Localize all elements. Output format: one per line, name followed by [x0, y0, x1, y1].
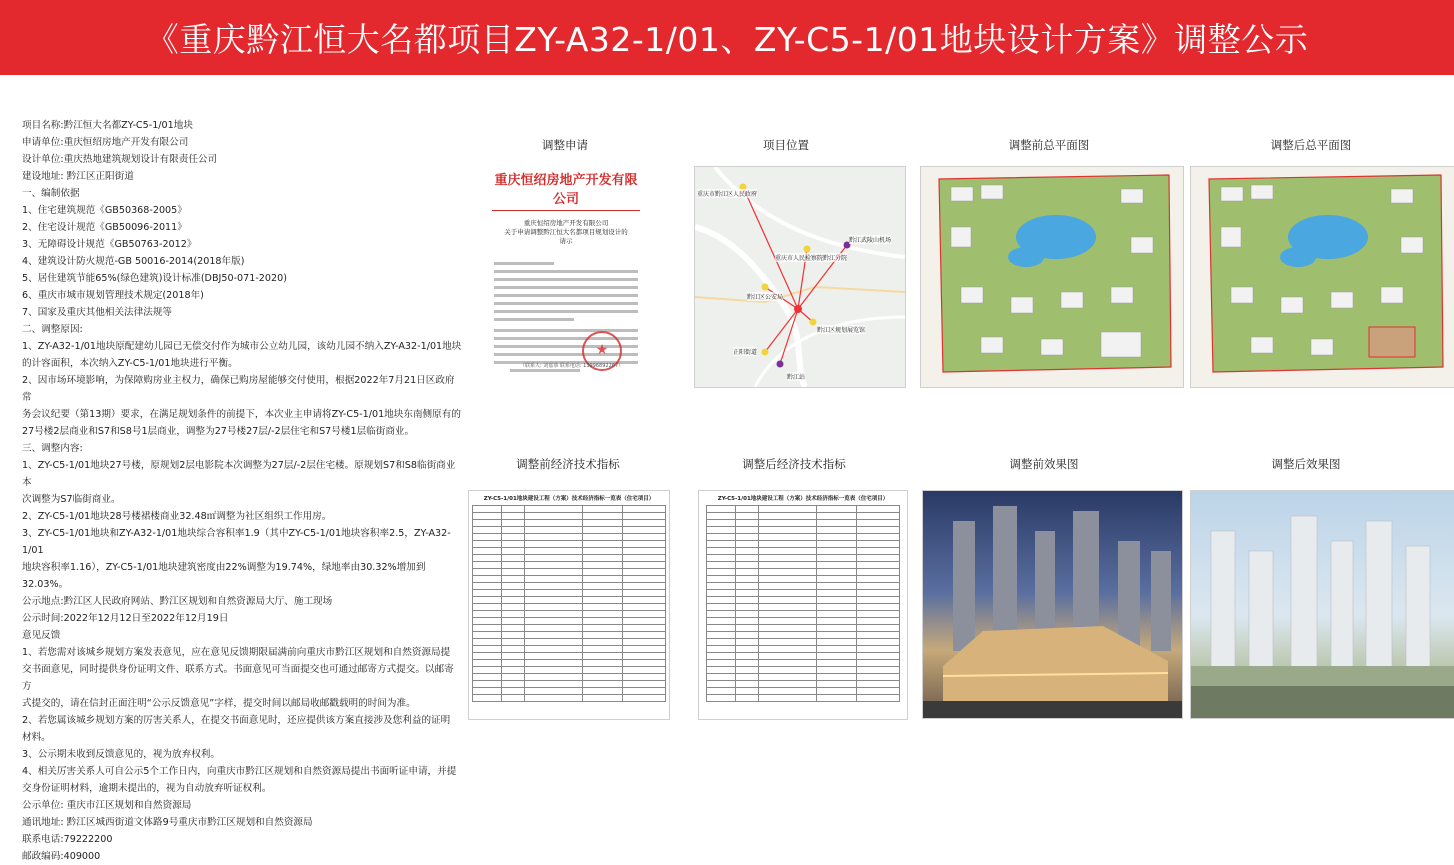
notice-line: 7、国家及重庆其他相关法律法规等: [22, 307, 173, 318]
notice-line: 公示时间:2022年12月12日至2022年12月19日: [22, 613, 229, 624]
notice-line: 交身份证明材料，逾期未提出的，视为自动放弃听证权利。: [22, 783, 272, 794]
letter-heading-2: 关于申请调整黔江恒大名都项目规划设计的: [504, 228, 628, 236]
letter-contact: （联系人: 刘嘉恭 联系电话: 13996892267）: [520, 363, 624, 369]
caption-before-plan: 调整前总平面图: [1008, 138, 1090, 152]
map-label-airport: 黔江武陵山机场: [849, 237, 892, 244]
notice-line: 2、ZY-C5-1/01地块28号楼裙楼商业32.48㎡调整为社区组织工作用房。: [22, 511, 332, 522]
notice-line: 1、若您需对该城乡规划方案发表意见，应在意见反馈期限届满前向重庆市黔江区规划和自然资源局提: [22, 647, 451, 658]
map-label-zhengyang: 正阳街道: [733, 349, 758, 356]
notice-line: 公示地点:黔江区人民政府网站、黔江区规划和自然资源局大厅、施工现场: [22, 596, 333, 607]
notice-line: 2、若您属该城乡规划方案的厉害关系人，在提交书面意见时，还应提供该方案直接涉及您利益的证明: [22, 715, 451, 726]
map-label-station: 黔江站: [787, 374, 806, 381]
after-table-grid: [706, 505, 900, 702]
after-rendering-image: [1190, 490, 1454, 719]
notice-line: 意见反馈: [22, 630, 61, 641]
after-site-plan: [1190, 166, 1454, 388]
map-label-police: 黔江区公安局: [747, 294, 784, 301]
letter-heading-1: 重庆恒绍房地产开发有限公司: [523, 219, 609, 227]
notice-line: 3、ZY-C5-1/01地块和ZY-A32-1/01地块综合容积率1.9（其中ZY-C5-1/01地块容积率2.5，ZY-A32-1/01: [22, 528, 451, 556]
notice-line: 三、调整内容:: [22, 443, 83, 454]
after-indicator-table: [698, 490, 908, 720]
notice-line: 地块容积率1.16），ZY-C5-1/01地块建筑密度由22%调整为19.74%，绿地率由30.32%增加到32.03%。: [22, 562, 426, 590]
caption-after-indicators: 调整后经济技术指标: [742, 457, 846, 471]
notice-line: 27号楼2层商业和S7和S8号1层商业，调整为27号楼27层/-2层住宅和S7号楼1层临街商业。: [22, 426, 415, 437]
map-roads: [695, 167, 905, 387]
notice-line: 公示单位: 重庆市江区规划和自然资源局: [22, 800, 192, 811]
notice-line: 2、因市场环境影响，为保障购房业主权力，确保已购房屋能够交付使用，根据2022年7月21日区政府常: [22, 375, 455, 403]
notice-line: 次调整为S7临街商业。: [22, 494, 121, 505]
before-site-plan: [920, 166, 1184, 388]
notice-line: 项目名称:黔江恒大名都ZY-C5-1/01地块: [22, 120, 193, 131]
caption-application: 调整申请: [542, 138, 588, 152]
notice-line: 联系电话:79222200: [22, 834, 113, 845]
notice-line: 式提交的，请在信封正面注明“公示反馈意见”字样，提交时间以邮局收邮戳载明的时间为准。: [22, 698, 416, 709]
before-rendering-image: [922, 490, 1183, 719]
caption-before-render: 调整前效果图: [1009, 457, 1079, 471]
notice-line: 务会议纪要（第13期）要求，在满足规划条件的前提下，本次业主申请将ZY-C5-1/01地块东南侧原有的: [22, 409, 461, 420]
company-seal-icon: ★: [582, 331, 622, 371]
notice-line: 一、编制依据: [22, 188, 80, 199]
before-table-grid: [472, 505, 666, 702]
notice-line: 交书面意见，同时提供身份证明文件、联系方式。书面意见可当面提交也可通过邮寄方式提交。以邮寄方: [22, 664, 454, 692]
notice-text: [22, 117, 462, 865]
after-table-title: ZY-C5-1/01地块建设工程（方案）技术经济指标一览表（住宅项目）: [717, 496, 889, 502]
before-table-title: ZY-C5-1/01地块建设工程（方案）技术经济指标一览表（住宅项目）: [483, 496, 655, 502]
application-letter: [480, 163, 652, 381]
notice-line: 材料。: [22, 732, 51, 743]
notice-line: 3、无障碍设计规范《GB50763-2012》: [22, 239, 197, 250]
notice-line: 2、住宅设计规范《GB50096-2011》: [22, 222, 187, 233]
caption-location: 项目位置: [763, 138, 809, 152]
notice-line: 设计单位:重庆热地建筑规划设计有限责任公司: [22, 154, 218, 165]
notice-line: 1、住宅建筑规范《GB50368-2005》: [22, 205, 187, 216]
notice-line: 通讯地址: 黔江区城西街道文体路9号重庆市黔江区规划和自然资源局: [22, 817, 313, 828]
page-title: 《重庆黔江恒大名都项目ZY-A32-1/01、ZY-C5-1/01地块设计方案》调整公示: [145, 20, 1309, 59]
notice-line: 1、ZY-A32-1/01地块原配建幼儿园已无偿交付作为城市公立幼儿园，该幼儿园不纳入ZY-A32-1/01地块: [22, 341, 462, 352]
notice-line: 6、重庆市城市规划管理技术规定(2018年): [22, 290, 204, 301]
letter-body-lines: [480, 262, 652, 372]
notice-line: 邮政编码:409000: [22, 851, 101, 862]
caption-after-render: 调整后效果图: [1271, 457, 1341, 471]
letter-heading-3: 请示: [559, 237, 573, 245]
notice-line: 4、相关厉害关系人可自公示5个工作日内，向重庆市黔江区规划和自然资源局提出书面听证申请，并提: [22, 766, 457, 777]
notice-line: 3、公示期未收到反馈意见的，视为放弃权利。: [22, 749, 220, 760]
before-indicator-table: [468, 490, 670, 720]
notice-line: 二、调整原因:: [22, 324, 83, 335]
map-label-government: 重庆市黔江区人民政府: [697, 191, 758, 198]
letter-company-name: 重庆恒绍房地产开发有限公司: [492, 169, 640, 211]
notice-line: 建设地址: 黔江区正阳街道: [22, 171, 134, 182]
notice-line: 1、ZY-C5-1/01地块27号楼，原规划2层电影院本次调整为27层/-2层住宅楼。原规划S7和S8临街商业本: [22, 460, 456, 488]
caption-after-plan: 调整后总平面图: [1270, 138, 1352, 152]
map-label-procuratorate: 重庆市人民检察院黔江分院: [775, 255, 848, 262]
location-map: [694, 166, 906, 388]
notice-line: 的计容面积，本次纳入ZY-C5-1/01地块进行平衡。: [22, 358, 238, 369]
caption-before-indicators: 调整前经济技术指标: [516, 457, 620, 471]
notice-line: 5、居住建筑节能65%(绿色建筑)设计标准(DBJ50-071-2020): [22, 273, 287, 284]
title-banner: [0, 0, 1454, 75]
map-label-exhibition-hall: 黔江区规划展览馆: [817, 327, 866, 334]
notice-line: 申请单位:重庆恒绍房地产开发有限公司: [22, 137, 189, 148]
notice-line: 4、建筑设计防火规范-GB 50016-2014(2018年版): [22, 256, 245, 267]
